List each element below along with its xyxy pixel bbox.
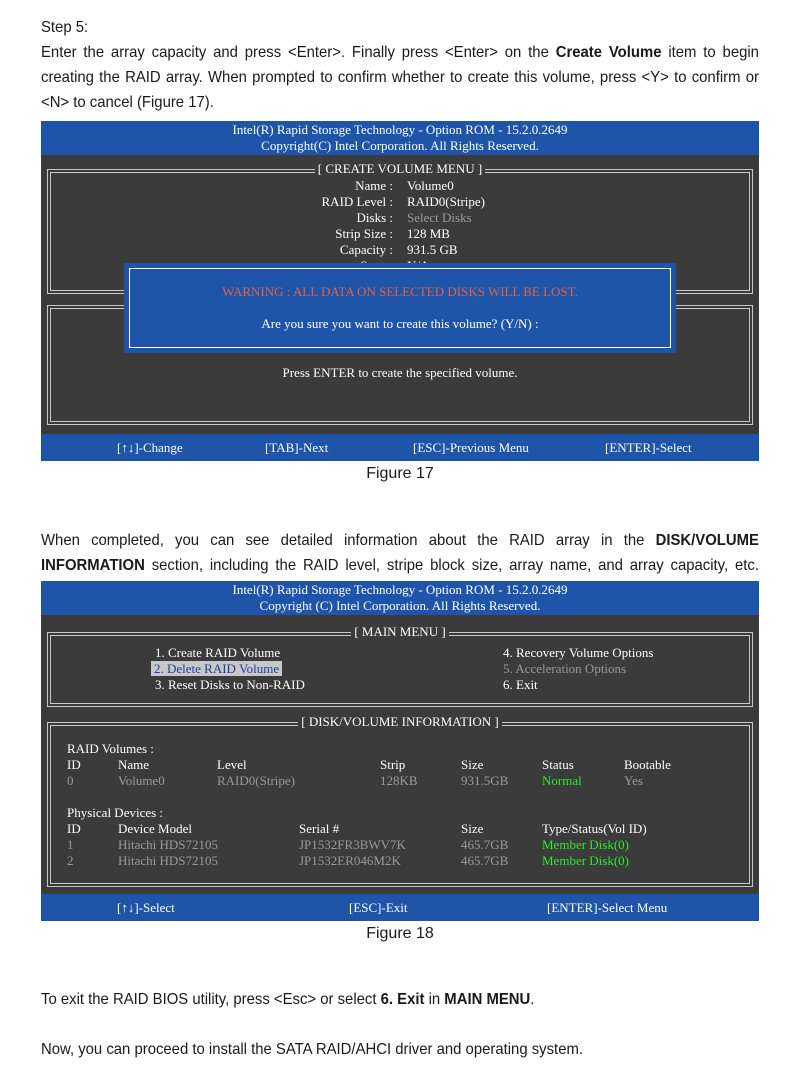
footer-next-hint: [TAB]-Next xyxy=(265,440,329,455)
disks-value[interactable]: Select Disks xyxy=(407,210,472,225)
create-volume-term: Create Volume xyxy=(555,44,662,61)
completion-text-rest: section, including the RAID level, stripe block size, array name, and array capacity, etc. xyxy=(151,557,759,574)
menu-item-delete-raid-volume[interactable]: 2. Delete RAID Volume xyxy=(151,661,282,676)
volume-name: Volume0 xyxy=(118,773,165,788)
volume-size: 931.5GB xyxy=(461,773,509,788)
capacity-label: Capacity : xyxy=(339,242,393,257)
create-volume-title: [ CREATE VOLUME MENU ] xyxy=(315,161,485,176)
figure17-caption: Figure 17 xyxy=(366,465,434,482)
footer-select-hint: [↑↓]-Select xyxy=(117,900,175,915)
raid-volumes-heading: RAID Volumes : xyxy=(67,741,154,756)
volume-strip: 128KB xyxy=(380,773,418,788)
figure18-bios-screen xyxy=(41,581,759,921)
device-1-model: Hitachi HDS72105 xyxy=(118,837,219,852)
col-header-bootable: Bootable xyxy=(624,757,671,772)
device-1-size: 465.7GB xyxy=(461,837,509,852)
device-2-serial: JP1532ER046M2K xyxy=(299,853,401,868)
name-value[interactable]: Volume0 xyxy=(407,178,454,193)
menu-item-create-raid-volume[interactable]: 1. Create RAID Volume xyxy=(155,645,281,660)
device-1-type-status: Member Disk(0) xyxy=(542,837,630,852)
device-1-id: 1 xyxy=(67,837,74,852)
step-title: Step 5: xyxy=(41,19,89,36)
exit-text-mid: in xyxy=(424,991,445,1008)
col-header-size: Size xyxy=(461,757,484,772)
footer-previous-menu-hint: [ESC]-Previous Menu xyxy=(413,440,529,455)
device-1-serial: JP1532FR3BWV7K xyxy=(299,837,406,852)
name-label: Name : xyxy=(355,178,393,193)
col-header-level: Level xyxy=(217,757,247,772)
completion-text: When completed, you can see detailed information about the RAID array in the xyxy=(41,532,656,549)
figure18-caption: Figure 18 xyxy=(366,925,434,942)
footer-select-hint: [ENTER]-Select xyxy=(605,440,692,455)
disk-volume-info-title: [ DISK/VOLUME INFORMATION ] xyxy=(298,714,502,729)
volume-id: 0 xyxy=(67,773,74,788)
data-loss-warning: WARNING : ALL DATA ON SELECTED DISKS WILL BE LOST. xyxy=(222,284,578,299)
bios-header-copyright: Copyright(C) Intel Corporation. All Rights Reserved. xyxy=(261,138,539,153)
exit-text-end: . xyxy=(530,991,535,1008)
strip-size-value[interactable]: 128 MB xyxy=(407,226,450,241)
col-header-strip: Strip xyxy=(380,757,406,772)
main-menu-term: MAIN MENU xyxy=(444,991,531,1008)
exit-paragraph xyxy=(41,987,759,1012)
confirm-prompt[interactable]: Are you sure you want to create this volume? (Y/N) : xyxy=(261,316,539,331)
col-header-status: Status xyxy=(542,757,574,772)
raid-level-value[interactable]: RAID0(Stripe) xyxy=(407,194,485,209)
footer-change-hint: [↑↓]-Change xyxy=(117,440,183,455)
bios-header-copyright: Copyright (C) Intel Corporation. All Rights Reserved. xyxy=(259,598,541,613)
confirm-dialog xyxy=(124,263,676,353)
footer-exit-hint: [ESC]-Exit xyxy=(349,900,408,915)
exit-text: To exit the RAID BIOS utility, press <Esc> or select xyxy=(41,991,381,1008)
bios-footer xyxy=(41,894,759,921)
disks-label: Disks : xyxy=(356,210,393,225)
final-paragraph: Now, you can proceed to install the SATA RAID/AHCI driver and operating system. xyxy=(41,1041,584,1058)
strip-size-label: Strip Size : xyxy=(335,226,393,241)
step5-text-rest: item to begin creating the RAID array. When prompted to confirm whether to create this volume, press <Y> to confirm or <N> to cancel (Figure 17). xyxy=(41,44,759,111)
dev-col-header-type-status: Type/Status(Vol ID) xyxy=(542,821,647,836)
capacity-value[interactable]: 931.5 GB xyxy=(407,242,458,257)
raid-level-label: RAID Level : xyxy=(321,194,393,209)
step5-text: Enter the array capacity and press <Enter>. Finally press <Enter> on the xyxy=(41,44,556,61)
menu-item-acceleration-options: 5. Acceleration Options xyxy=(503,661,627,676)
device-2-id: 2 xyxy=(67,853,74,868)
col-header-id: ID xyxy=(67,757,81,772)
bios-header xyxy=(41,581,759,615)
device-2-model: Hitachi HDS72105 xyxy=(118,853,219,868)
main-menu-title: [ MAIN MENU ] xyxy=(351,624,448,639)
bios-header xyxy=(41,121,759,155)
menu-item-reset-disks[interactable]: 3. Reset Disks to Non-RAID xyxy=(155,677,305,692)
bios-footer xyxy=(41,434,759,461)
disk-volume-info-term: DISK/VOLUME INFORMATION xyxy=(41,532,759,574)
menu-item-recovery-volume-options[interactable]: 4. Recovery Volume Options xyxy=(503,645,654,660)
device-2-size: 465.7GB xyxy=(461,853,509,868)
device-2-type-status: Member Disk(0) xyxy=(542,853,630,868)
bios-header-title: Intel(R) Rapid Storage Technology - Option ROM - 15.2.0.2649 xyxy=(232,582,568,597)
footer-select-menu-hint: [ENTER]-Select Menu xyxy=(547,900,668,915)
volume-status: Normal xyxy=(542,773,582,788)
dev-col-header-model: Device Model xyxy=(118,821,193,836)
dev-col-header-serial: Serial # xyxy=(299,821,340,836)
physical-devices-heading: Physical Devices : xyxy=(67,805,164,820)
exit-option-term: 6. Exit xyxy=(380,991,425,1008)
dev-col-header-id: ID xyxy=(67,821,81,836)
step5-paragraph xyxy=(41,40,759,115)
bios-header-title: Intel(R) Rapid Storage Technology - Option ROM - 15.2.0.2649 xyxy=(232,122,568,137)
figure17-bios-screen xyxy=(41,121,759,461)
menu-item-exit[interactable]: 6. Exit xyxy=(503,677,538,692)
volume-level: RAID0(Stripe) xyxy=(217,773,295,788)
volume-bootable: Yes xyxy=(624,773,643,788)
col-header-name: Name xyxy=(118,757,150,772)
help-text: Press ENTER to create the specified volume. xyxy=(282,365,518,380)
dev-col-header-size: Size xyxy=(461,821,484,836)
